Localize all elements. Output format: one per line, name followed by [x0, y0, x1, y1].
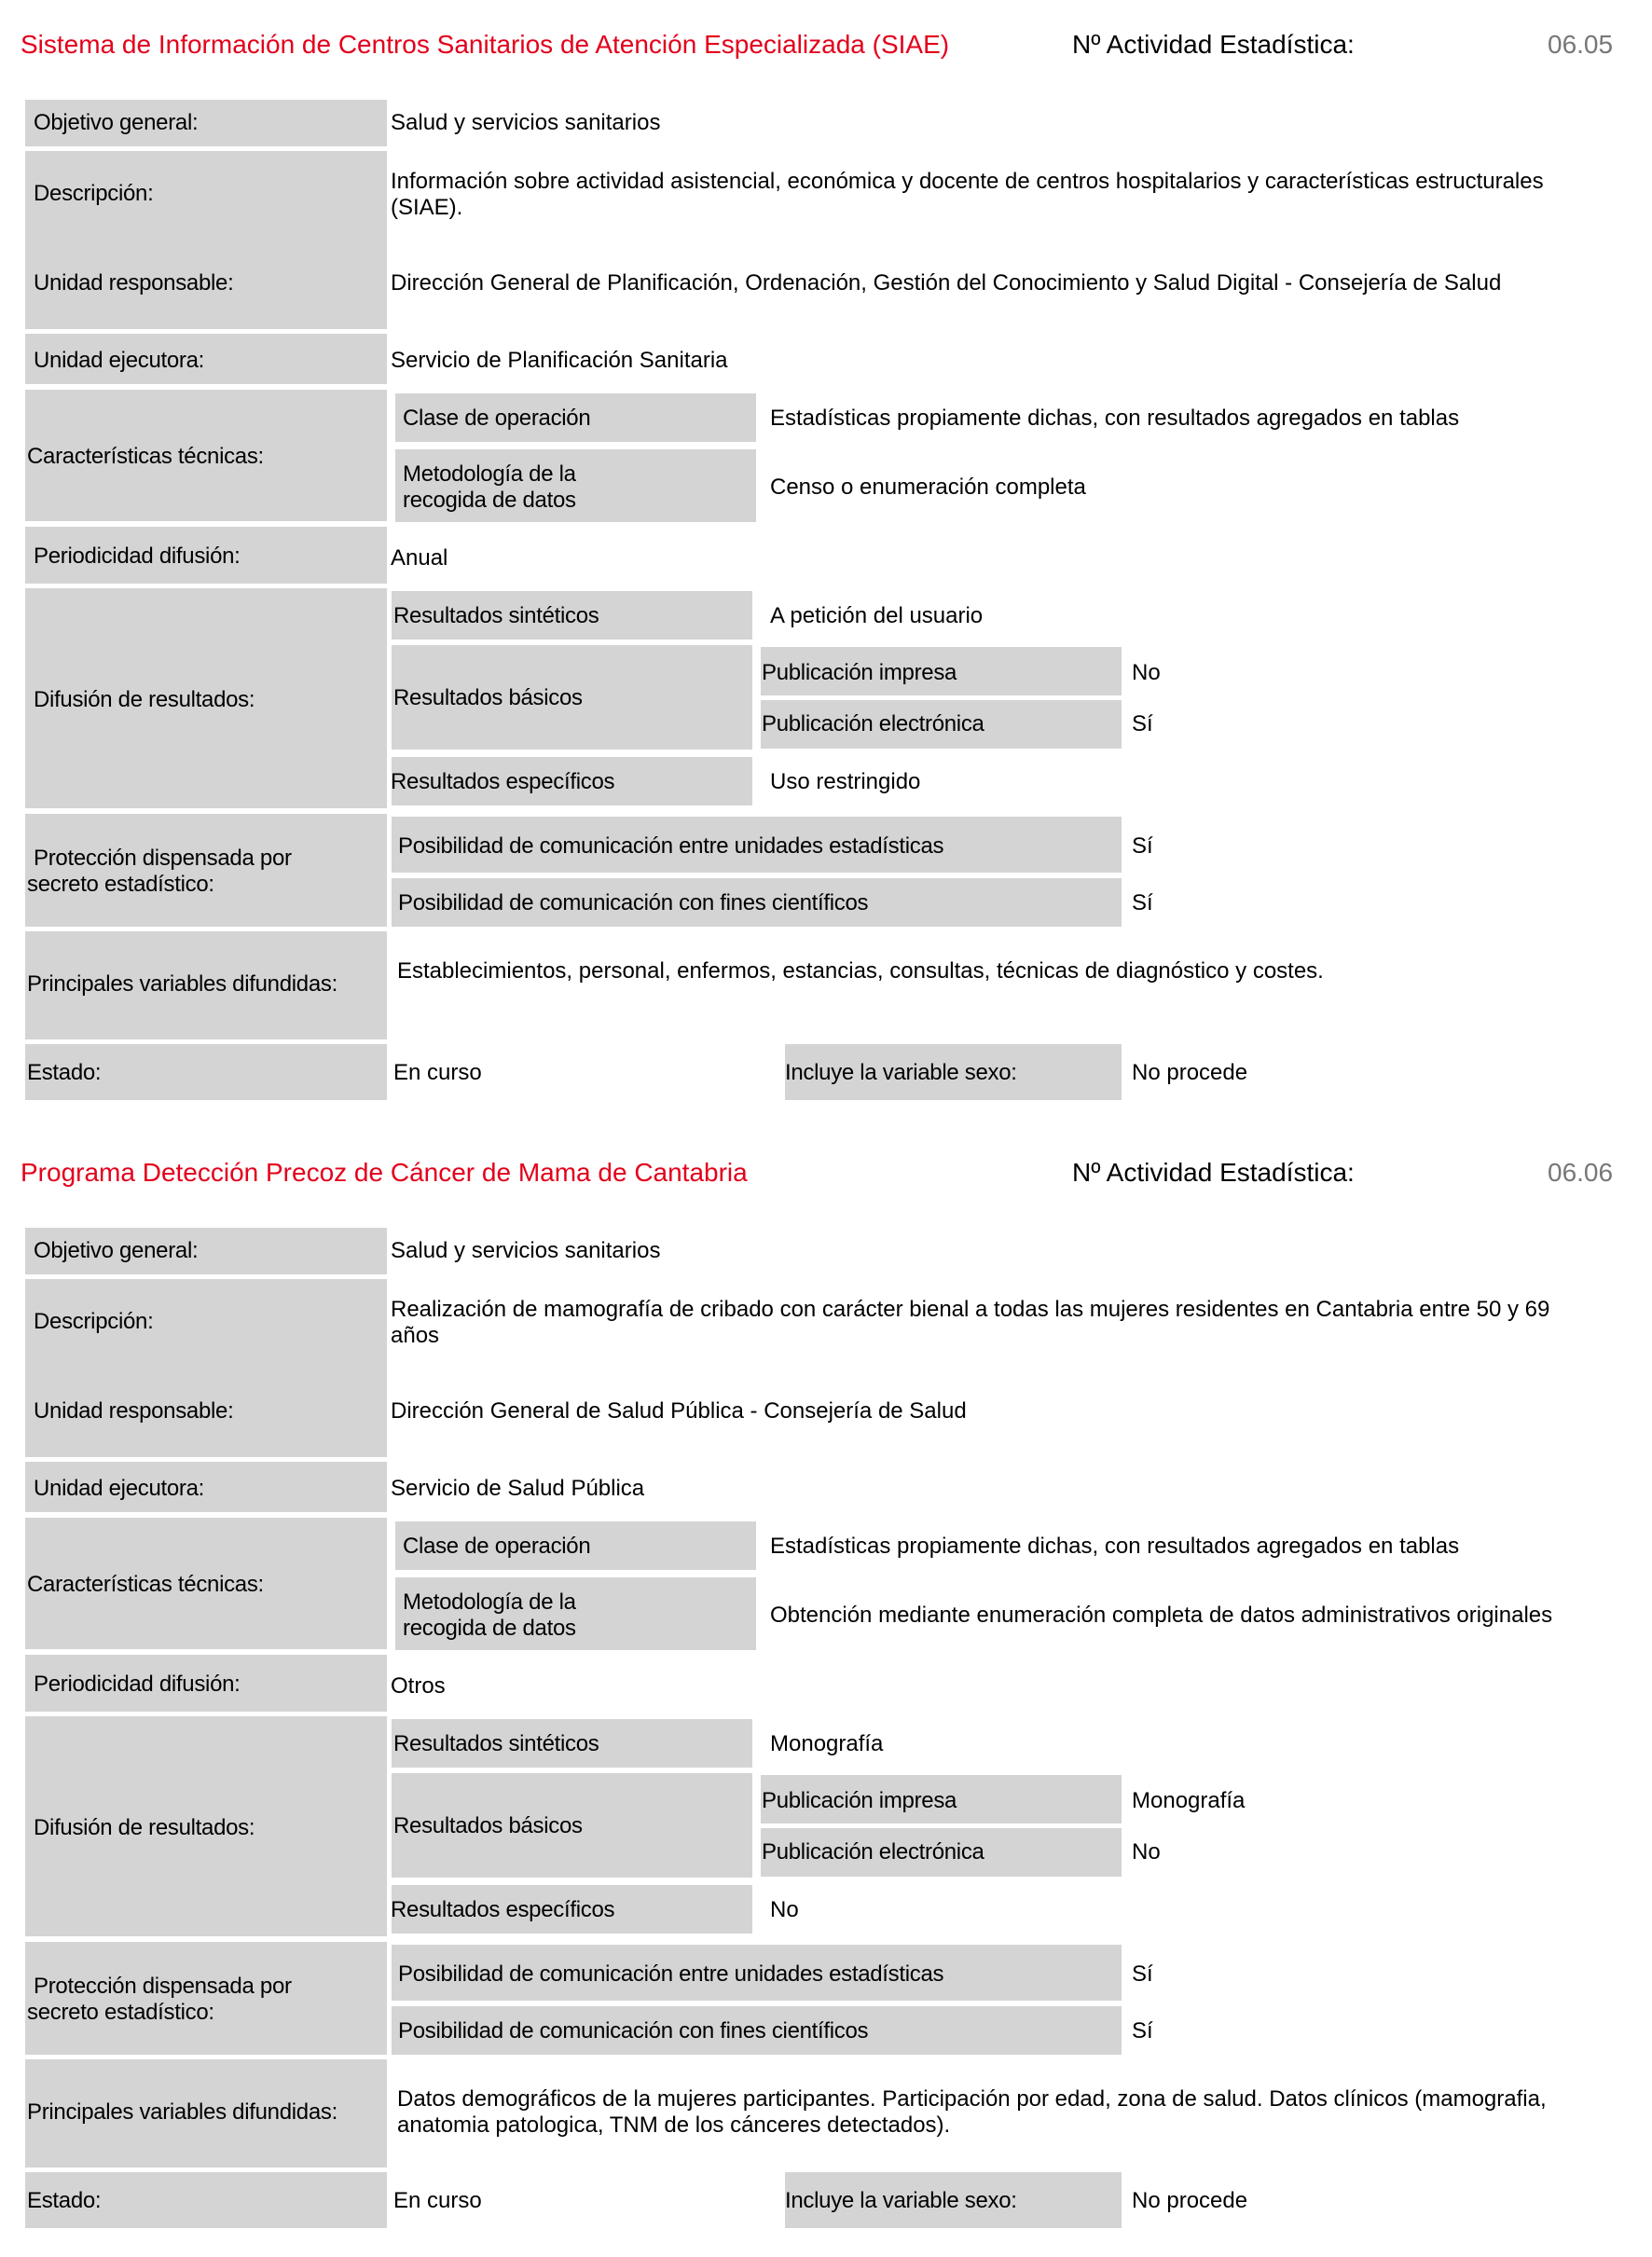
objetivo-label: Objetivo general: [34, 1238, 199, 1263]
unidad-ejecutora-value: Servicio de Salud Pública [391, 1476, 645, 1501]
variables-value: Datos demográficos de la mujeres participantes. Participación por edad, zona de salud. Datos clínicos (mamografia, anatomia patologica, TNM de los cánceres detectados). [397, 2086, 1547, 2138]
sexo-value: No procede [1132, 2188, 1248, 2213]
especificos-value: No [770, 1897, 799, 1922]
basicos-label: Resultados básicos [393, 1813, 583, 1838]
record-block [0, 1128, 1652, 2247]
difusion-label: Difusión de resultados: [34, 1815, 255, 1840]
clase-operacion-value: Estadísticas propiamente dichas, con resultados agregados en tablas [770, 1534, 1460, 1559]
unidad-responsable-label: Unidad responsable: [34, 1398, 234, 1424]
especificos-label: Resultados específicos [391, 769, 615, 794]
periodicidad-label: Periodicidad difusión: [34, 544, 241, 569]
proteccion-label-1: Protección dispensada por [34, 1974, 292, 1999]
metodologia-label-1: Metodología de la [403, 461, 576, 487]
estado-label: Estado: [27, 2188, 102, 2213]
com-unidades-label: Posibilidad de comunicación entre unidades estadísticas [398, 1961, 944, 1987]
sexo-value: No procede [1132, 1060, 1248, 1085]
record-block [0, 0, 1652, 1119]
activity-number: 06.05 [1548, 30, 1614, 59]
pub-impresa-label: Publicación impresa [762, 1788, 957, 1813]
variables-label: Principales variables difundidas: [27, 2099, 337, 2125]
sexo-label: Incluye la variable sexo: [785, 1060, 1017, 1085]
metodologia-label-1: Metodología de la [403, 1590, 576, 1615]
clase-operacion-value: Estadísticas propiamente dichas, con resultados agregados en tablas [770, 406, 1460, 431]
com-cientificos-value: Sí [1132, 2018, 1153, 2044]
pub-electronica-label: Publicación electrónica [762, 711, 984, 736]
unidad-ejecutora-label: Unidad ejecutora: [34, 348, 205, 373]
sinteticos-value: Monografía [770, 1731, 884, 1756]
estado-label: Estado: [27, 1060, 102, 1085]
descripcion-label: Descripción: [34, 181, 154, 206]
descripcion-value: Realización de mamografía de cribado con carácter bienal a todas las mujeres residentes en Cantabria entre 50 y 69 años [391, 1297, 1550, 1348]
caracteristicas-label: Características técnicas: [27, 444, 264, 469]
activity-number-label: Nº Actividad Estadística: [1072, 30, 1355, 59]
difusion-label: Difusión de resultados: [34, 687, 255, 712]
objetivo-value: Salud y servicios sanitarios [391, 1238, 661, 1263]
record-title: Sistema de Información de Centros Sanitarios de Atención Especializada (SIAE) [21, 30, 950, 59]
estado-value: En curso [393, 1060, 482, 1085]
pub-electronica-label: Publicación electrónica [762, 1839, 984, 1865]
com-unidades-value: Sí [1132, 1961, 1153, 1987]
sexo-label: Incluye la variable sexo: [785, 2188, 1017, 2213]
unidad-ejecutora-value: Servicio de Planificación Sanitaria [391, 348, 728, 373]
metodologia-label-2: recogida de datos [403, 488, 576, 513]
metodologia-value: Censo o enumeración completa [770, 475, 1086, 500]
pub-electronica-value: Sí [1132, 711, 1153, 736]
especificos-value: Uso restringido [770, 769, 921, 794]
com-cientificos-value: Sí [1132, 890, 1153, 915]
com-unidades-value: Sí [1132, 833, 1153, 859]
variables-label: Principales variables difundidas: [27, 971, 337, 997]
unidad-responsable-value: Dirección General de Planificación, Ordenación, Gestión del Conocimiento y Salud Digital - Consejería de Salud [391, 270, 1502, 296]
metodologia-label-2: recogida de datos [403, 1616, 576, 1641]
label-cell [25, 1279, 387, 1457]
activity-number: 06.06 [1548, 1158, 1614, 1187]
caracteristicas-label: Características técnicas: [27, 1572, 264, 1597]
pub-impresa-value: No [1132, 660, 1161, 685]
periodicidad-value: Otros [391, 1673, 446, 1699]
descripcion-label: Descripción: [34, 1309, 154, 1334]
objetivo-value: Salud y servicios sanitarios [391, 110, 661, 135]
com-cientificos-label: Posibilidad de comunicación con fines científicos [398, 890, 869, 915]
proteccion-label-2: secreto estadístico: [27, 872, 214, 897]
unidad-responsable-label: Unidad responsable: [34, 270, 234, 296]
unidad-responsable-value: Dirección General de Salud Pública - Consejería de Salud [391, 1398, 967, 1424]
clase-operacion-label: Clase de operación [403, 406, 591, 431]
activity-number-label: Nº Actividad Estadística: [1072, 1158, 1355, 1187]
com-cientificos-label: Posibilidad de comunicación con fines científicos [398, 2018, 869, 2044]
sinteticos-label: Resultados sintéticos [393, 1731, 599, 1756]
record-title: Programa Detección Precoz de Cáncer de Mama de Cantabria [21, 1158, 748, 1187]
pub-impresa-label: Publicación impresa [762, 660, 957, 685]
proteccion-label-1: Protección dispensada por [34, 846, 292, 871]
estado-value: En curso [393, 2188, 482, 2213]
clase-operacion-label: Clase de operación [403, 1534, 591, 1559]
sinteticos-value: A petición del usuario [770, 603, 984, 628]
proteccion-label-2: secreto estadístico: [27, 2000, 214, 2025]
basicos-label: Resultados básicos [393, 685, 583, 710]
descripcion-value: Información sobre actividad asistencial, económica y docente de centros hospitalarios y características estructurales (SIAE). [391, 169, 1544, 220]
periodicidad-value: Anual [391, 545, 448, 571]
pub-impresa-value: Monografía [1132, 1788, 1246, 1813]
unidad-ejecutora-label: Unidad ejecutora: [34, 1476, 205, 1501]
metodologia-value: Obtención mediante enumeración completa de datos administrativos originales [770, 1603, 1553, 1628]
pub-electronica-value: No [1132, 1839, 1161, 1865]
com-unidades-label: Posibilidad de comunicación entre unidades estadísticas [398, 833, 944, 859]
periodicidad-label: Periodicidad difusión: [34, 1672, 241, 1697]
objetivo-label: Objetivo general: [34, 110, 199, 135]
especificos-label: Resultados específicos [391, 1897, 615, 1922]
variables-value: Establecimientos, personal, enfermos, estancias, consultas, técnicas de diagnóstico y costes. [397, 958, 1324, 984]
sinteticos-label: Resultados sintéticos [393, 603, 599, 628]
label-cell [25, 151, 387, 329]
